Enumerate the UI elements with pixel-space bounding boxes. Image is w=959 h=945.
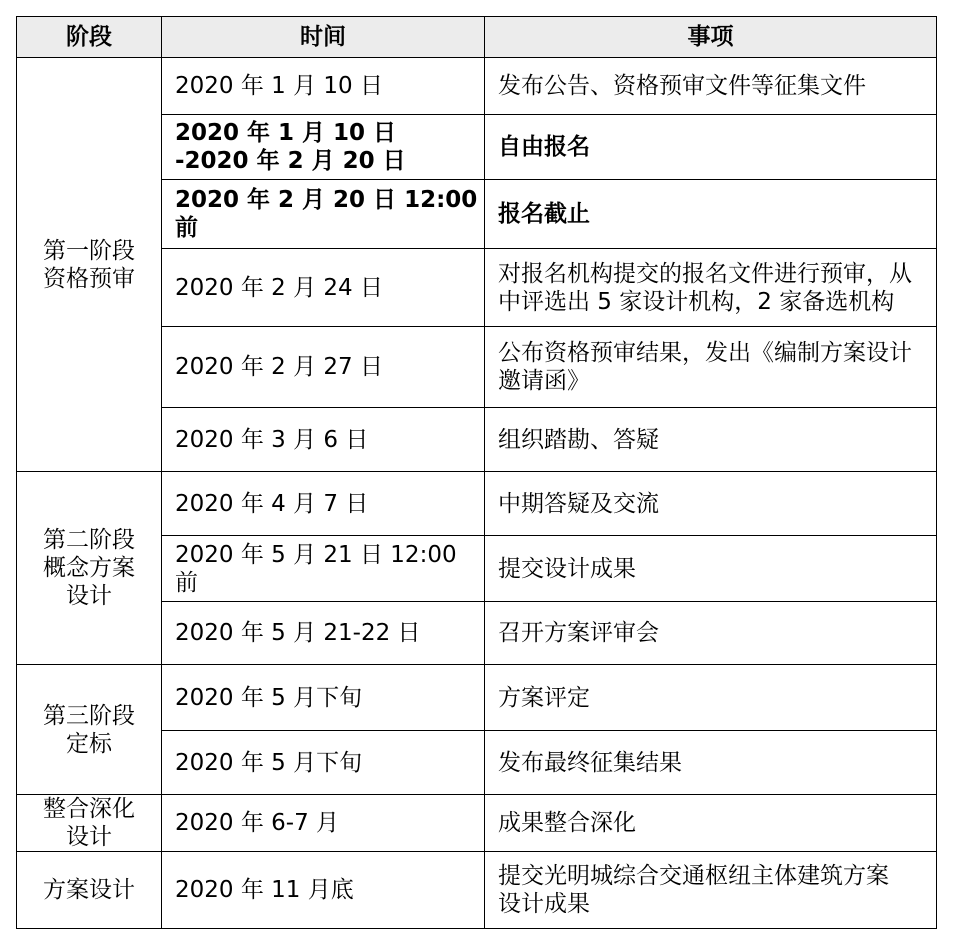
phase-label: 定标 [66, 730, 112, 757]
time-cell [162, 602, 485, 665]
phase-label: 第二阶段 [43, 527, 135, 553]
time-cell [162, 852, 485, 929]
time-cell [162, 115, 485, 180]
item-text: 提交光明城综合交通枢纽主体建筑方案 [498, 863, 889, 889]
time-cell [162, 249, 485, 327]
item-text: 成果整合深化 [498, 810, 636, 836]
item-text: 报名截止 [498, 201, 590, 227]
time-text: 2020 年 1 月 10 日 [175, 120, 397, 146]
time-text: 2020 年 5 月下旬 [175, 749, 363, 776]
table-row [17, 795, 937, 852]
header-time: 时间 [162, 17, 485, 58]
phase-cell-5 [17, 852, 162, 929]
phase-label: 设计 [66, 824, 112, 850]
time-cell [162, 665, 485, 731]
time-cell [162, 408, 485, 472]
time-cell [162, 327, 485, 408]
item-cell [485, 731, 937, 795]
phase-label: 第三阶段 [43, 702, 135, 729]
item-cell [485, 115, 937, 180]
header-phase: 阶段 [17, 17, 162, 58]
item-cell [485, 536, 937, 602]
item-text: 发布最终征集结果 [498, 749, 682, 776]
header-row [17, 17, 937, 58]
phase-label: 第一阶段 [43, 237, 135, 264]
item-cell [485, 327, 937, 408]
time-text: 2020 年 2 月 20 日 12:00 前 [175, 187, 478, 241]
item-cell [485, 408, 937, 472]
item-text: 提交设计成果 [498, 555, 636, 582]
phase-label: 方案设计 [43, 877, 135, 903]
time-text: -2020 年 2 月 20 日 [175, 148, 406, 174]
phase-cell-1 [17, 58, 162, 472]
phase-label: 设计 [66, 583, 112, 609]
item-cell [485, 472, 937, 536]
table-row [17, 665, 937, 731]
phase-cell-2 [17, 472, 162, 665]
table-row [17, 58, 937, 115]
item-text: 公布资格预审结果，发出《编制方案设计 [498, 340, 912, 366]
item-text: 设计成果 [498, 891, 590, 917]
time-text: 2020 年 2 月 24 日 [175, 274, 383, 301]
time-text: 2020 年 3 月 6 日 [175, 426, 369, 453]
phase-cell-4 [17, 795, 162, 852]
phase-label: 整合深化 [43, 796, 135, 822]
table-row [17, 472, 937, 536]
time-cell [162, 58, 485, 115]
item-text: 中评选出 5 家设计机构，2 家备选机构 [498, 288, 895, 315]
item-text: 邀请函》 [498, 368, 590, 394]
item-text: 方案评定 [498, 684, 590, 711]
time-cell [162, 731, 485, 795]
item-cell [485, 665, 937, 731]
phase-label: 概念方案 [43, 555, 135, 581]
time-text: 2020 年 6-7 月 [175, 810, 340, 836]
item-cell [485, 602, 937, 665]
item-cell [485, 852, 937, 929]
item-text: 自由报名 [498, 134, 590, 160]
schedule-table [16, 16, 937, 929]
time-text: 2020 年 2 月 27 日 [175, 354, 383, 380]
table-row [17, 852, 937, 929]
phase-cell-3 [17, 665, 162, 795]
time-text: 2020 年 5 月下旬 [175, 684, 363, 711]
item-cell [485, 795, 937, 852]
item-cell [485, 249, 937, 327]
time-cell [162, 180, 485, 249]
time-text: 2020 年 5 月 21-22 日 [175, 620, 421, 646]
item-text: 对报名机构提交的报名文件进行预审，从 [498, 260, 912, 287]
item-text: 召开方案评审会 [498, 620, 659, 646]
item-text: 中期答疑及交流 [498, 490, 659, 517]
time-text: 2020 年 1 月 10 日 [175, 73, 383, 99]
item-cell [485, 180, 937, 249]
time-text: 2020 年 5 月 21 日 12:00 前 [175, 541, 457, 596]
time-text: 2020 年 11 月底 [175, 877, 354, 903]
item-text: 发布公告、资格预审文件等征集文件 [498, 73, 866, 99]
time-text: 2020 年 4 月 7 日 [175, 490, 369, 517]
time-cell [162, 472, 485, 536]
item-text: 组织踏勘、答疑 [498, 426, 659, 453]
time-cell [162, 536, 485, 602]
time-cell [162, 795, 485, 852]
phase-label: 资格预审 [43, 265, 135, 292]
item-cell [485, 58, 937, 115]
header-item: 事项 [485, 17, 937, 58]
